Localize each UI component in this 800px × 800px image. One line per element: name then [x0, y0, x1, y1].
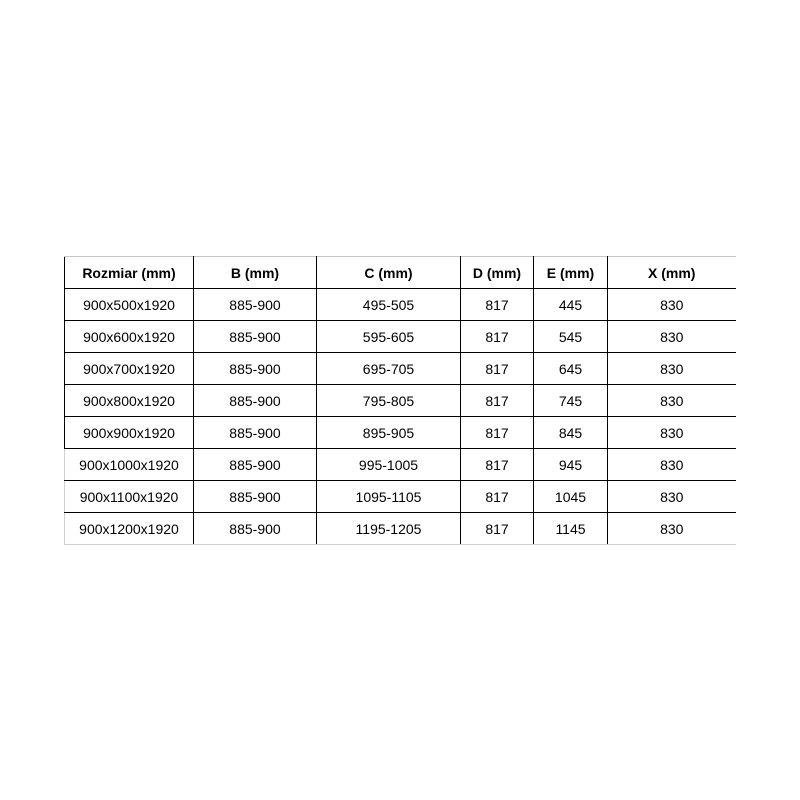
cell-c: 595-605 [317, 321, 461, 353]
col-header-b: B (mm) [194, 257, 317, 289]
cell-x: 830 [608, 353, 736, 385]
cell-e: 745 [534, 385, 608, 417]
cell-rozmiar: 900x700x1920 [65, 353, 194, 385]
table-row [65, 321, 736, 353]
col-header-c: C (mm) [317, 257, 461, 289]
cell-rozmiar: 900x500x1920 [65, 289, 194, 321]
cell-b: 885-900 [194, 353, 317, 385]
cell-e: 545 [534, 321, 608, 353]
cell-b: 885-900 [194, 481, 317, 513]
cell-b: 885-900 [194, 449, 317, 481]
cell-c: 795-805 [317, 385, 461, 417]
cell-d: 817 [461, 417, 534, 449]
cell-rozmiar: 900x600x1920 [65, 321, 194, 353]
col-header-x: X (mm) [608, 257, 736, 289]
cell-e: 645 [534, 353, 608, 385]
cell-x: 830 [608, 385, 736, 417]
cell-e: 1145 [534, 513, 608, 545]
cell-rozmiar: 900x1100x1920 [65, 481, 194, 513]
cell-x: 830 [608, 481, 736, 513]
cell-x: 830 [608, 417, 736, 449]
cell-c: 1195-1205 [317, 513, 461, 545]
cell-rozmiar: 900x900x1920 [65, 417, 194, 449]
cell-rozmiar: 900x1000x1920 [65, 449, 194, 481]
cell-b: 885-900 [194, 385, 317, 417]
cell-d: 817 [461, 385, 534, 417]
cell-d: 817 [461, 513, 534, 545]
col-header-d: D (mm) [461, 257, 534, 289]
cell-b: 885-900 [194, 289, 317, 321]
cell-c: 895-905 [317, 417, 461, 449]
table-body [65, 289, 736, 545]
cell-x: 830 [608, 513, 736, 545]
cell-x: 830 [608, 449, 736, 481]
cell-e: 845 [534, 417, 608, 449]
cell-x: 830 [608, 289, 736, 321]
cell-e: 445 [534, 289, 608, 321]
cell-c: 1095-1105 [317, 481, 461, 513]
cell-rozmiar: 900x1200x1920 [65, 513, 194, 545]
cell-c: 495-505 [317, 289, 461, 321]
cell-c: 995-1005 [317, 449, 461, 481]
table-row [65, 481, 736, 513]
table-row [65, 385, 736, 417]
cell-d: 817 [461, 321, 534, 353]
cell-b: 885-900 [194, 513, 317, 545]
cell-c: 695-705 [317, 353, 461, 385]
cell-b: 885-900 [194, 417, 317, 449]
cell-d: 817 [461, 481, 534, 513]
cell-d: 817 [461, 289, 534, 321]
table-row [65, 353, 736, 385]
cell-rozmiar: 900x800x1920 [65, 385, 194, 417]
table-row [65, 417, 736, 449]
table-row [65, 289, 736, 321]
table-row [65, 449, 736, 481]
cell-e: 945 [534, 449, 608, 481]
cell-e: 1045 [534, 481, 608, 513]
cell-d: 817 [461, 449, 534, 481]
header-row [65, 257, 736, 289]
col-header-e: E (mm) [534, 257, 608, 289]
col-header-rozmiar: Rozmiar (mm) [65, 257, 194, 289]
cell-b: 885-900 [194, 321, 317, 353]
dimensions-table [64, 256, 736, 545]
cell-d: 817 [461, 353, 534, 385]
cell-x: 830 [608, 321, 736, 353]
table-row [65, 513, 736, 545]
